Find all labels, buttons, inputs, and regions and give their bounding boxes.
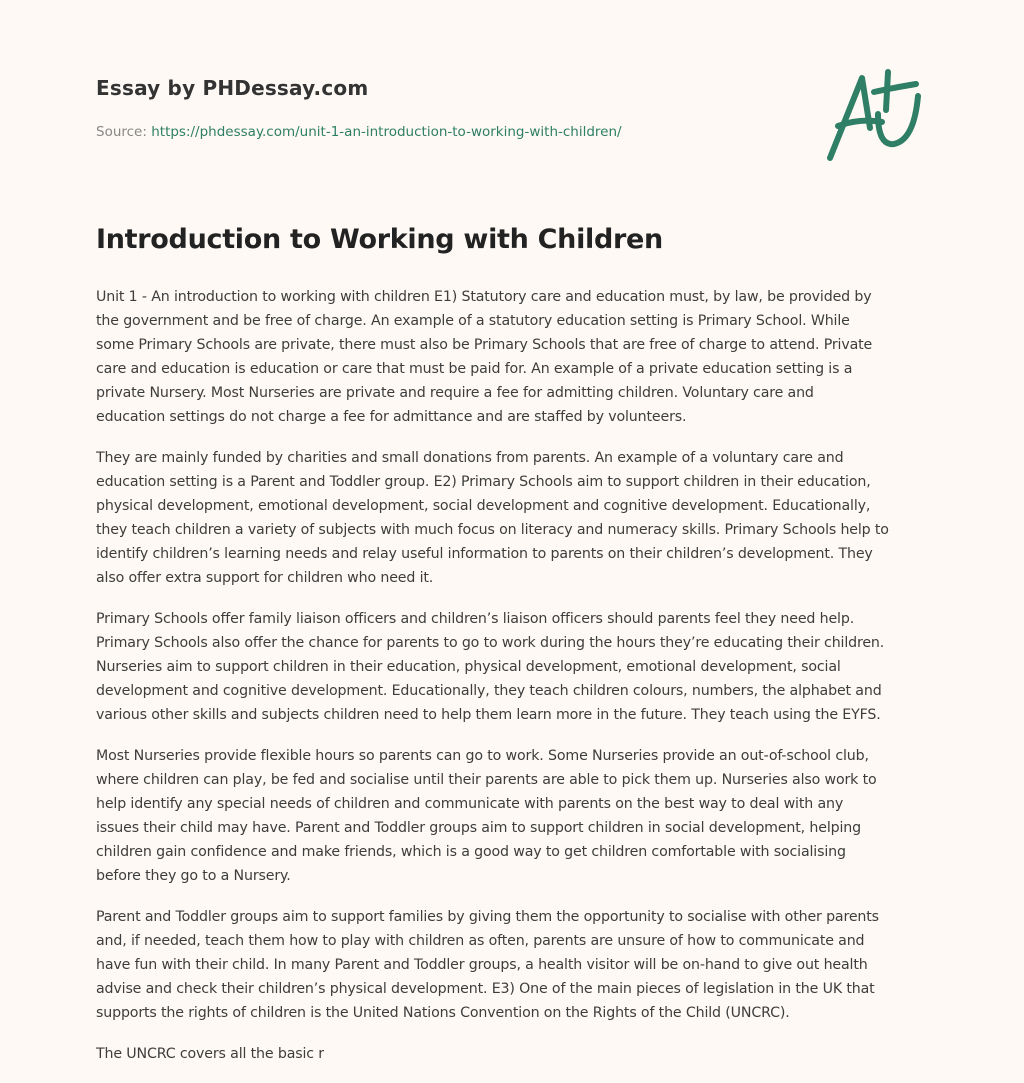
essay-paragraph <box>96 446 936 590</box>
paragraph-line: private Nursery. Most Nurseries are private and require a fee for admitting children. Voluntary care and <box>96 385 814 401</box>
source-label: Source: <box>96 124 147 140</box>
paragraph-line: help identify any special needs of children and communicate with parents on the best way to deal with any <box>96 796 844 812</box>
source-line <box>96 124 622 140</box>
paragraph-line: also offer extra support for children who need it. <box>96 570 434 586</box>
paragraph-line: care and education is education or care that must be paid for. An example of a private education setting is a <box>96 361 853 377</box>
paragraph-line: various other skills and subjects children need to help them learn more in the future. They teach using the EYFS. <box>96 707 881 723</box>
paragraph-line: where children can play, be fed and socialise until their parents are able to pick them up. Nurseries also work to <box>96 772 877 788</box>
paragraph-line: Unit 1 - An introduction to working with children E1) Statutory care and education must, by law, be provided by <box>96 289 872 305</box>
source-link[interactable]: https://phdessay.com/unit-1-an-introduction-to-working-with-children/ <box>151 124 622 140</box>
paragraph-line: and, if needed, teach them how to play with children as often, parents are unsure of how to communicate and <box>96 933 865 949</box>
paragraph-line: advise and check their children’s physical development. E3) One of the main pieces of legislation in the UK that <box>96 981 875 997</box>
paragraph-line: education settings do not charge a fee for admittance and are staffed by volunteers. <box>96 409 687 425</box>
paragraph-line: supports the rights of children is the United Nations Convention on the Rights of the Child (UNCRC). <box>96 1005 790 1021</box>
paragraph-line: some Primary Schools are private, there must also be Primary Schools that are free of charge to attend. Private <box>96 337 873 353</box>
paragraph-line: They are mainly funded by charities and small donations from parents. An example of a voluntary care and <box>96 450 844 466</box>
paragraph-line: Nurseries aim to support children in their education, physical development, emotional development, social <box>96 659 841 675</box>
essay-paragraph <box>96 744 936 888</box>
paragraph-line: children gain confidence and make friends, which is a good way to get children comfortable with socialising <box>96 844 846 860</box>
site-title: Essay by PHDessay.com <box>96 76 369 100</box>
paragraph-line: Parent and Toddler groups aim to support families by giving them the opportunity to socialise with other parents <box>96 909 879 925</box>
essay-paragraph <box>96 905 936 1025</box>
paragraph-line: have fun with their child. In many Parent and Toddler groups, a health visitor will be on-hand to give out health <box>96 957 868 973</box>
paragraph-line: issues their child may have. Parent and Toddler groups aim to support children in social development, helping <box>96 820 861 836</box>
paragraph-line: they teach children a variety of subjects with much focus on literacy and numeracy skills. Primary Schools help to <box>96 522 889 538</box>
a-plus-logo-icon <box>820 66 930 166</box>
essay-body <box>96 285 936 1083</box>
essay-paragraph <box>96 1042 936 1066</box>
essay-title: Introduction to Working with Children <box>96 224 663 255</box>
paragraph-line: Primary Schools offer family liaison officers and children’s liaison officers should parents feel they need help. <box>96 611 855 627</box>
paragraph-line: before they go to a Nursery. <box>96 868 291 884</box>
essay-paragraph <box>96 607 936 727</box>
paragraph-line: The UNCRC covers all the basic r <box>96 1046 324 1062</box>
paragraph-line: Primary Schools also offer the chance for parents to go to work during the hours they’re educating their children. <box>96 635 885 651</box>
paragraph-line: the government and be free of charge. An example of a statutory education setting is Primary School. While <box>96 313 850 329</box>
paragraph-line: Most Nurseries provide flexible hours so parents can go to work. Some Nurseries provide an out-of-school club, <box>96 748 869 764</box>
paragraph-line: physical development, emotional development, social development and cognitive development. Educationally, <box>96 498 871 514</box>
essay-paragraph <box>96 285 936 429</box>
paragraph-line: identify children’s learning needs and relay useful information to parents on their children’s development. They <box>96 546 873 562</box>
paragraph-line: education setting is a Parent and Toddler group. E2) Primary Schools aim to support children in their education, <box>96 474 871 490</box>
paragraph-line: development and cognitive development. Educationally, they teach children colours, numbers, the alphabet and <box>96 683 882 699</box>
